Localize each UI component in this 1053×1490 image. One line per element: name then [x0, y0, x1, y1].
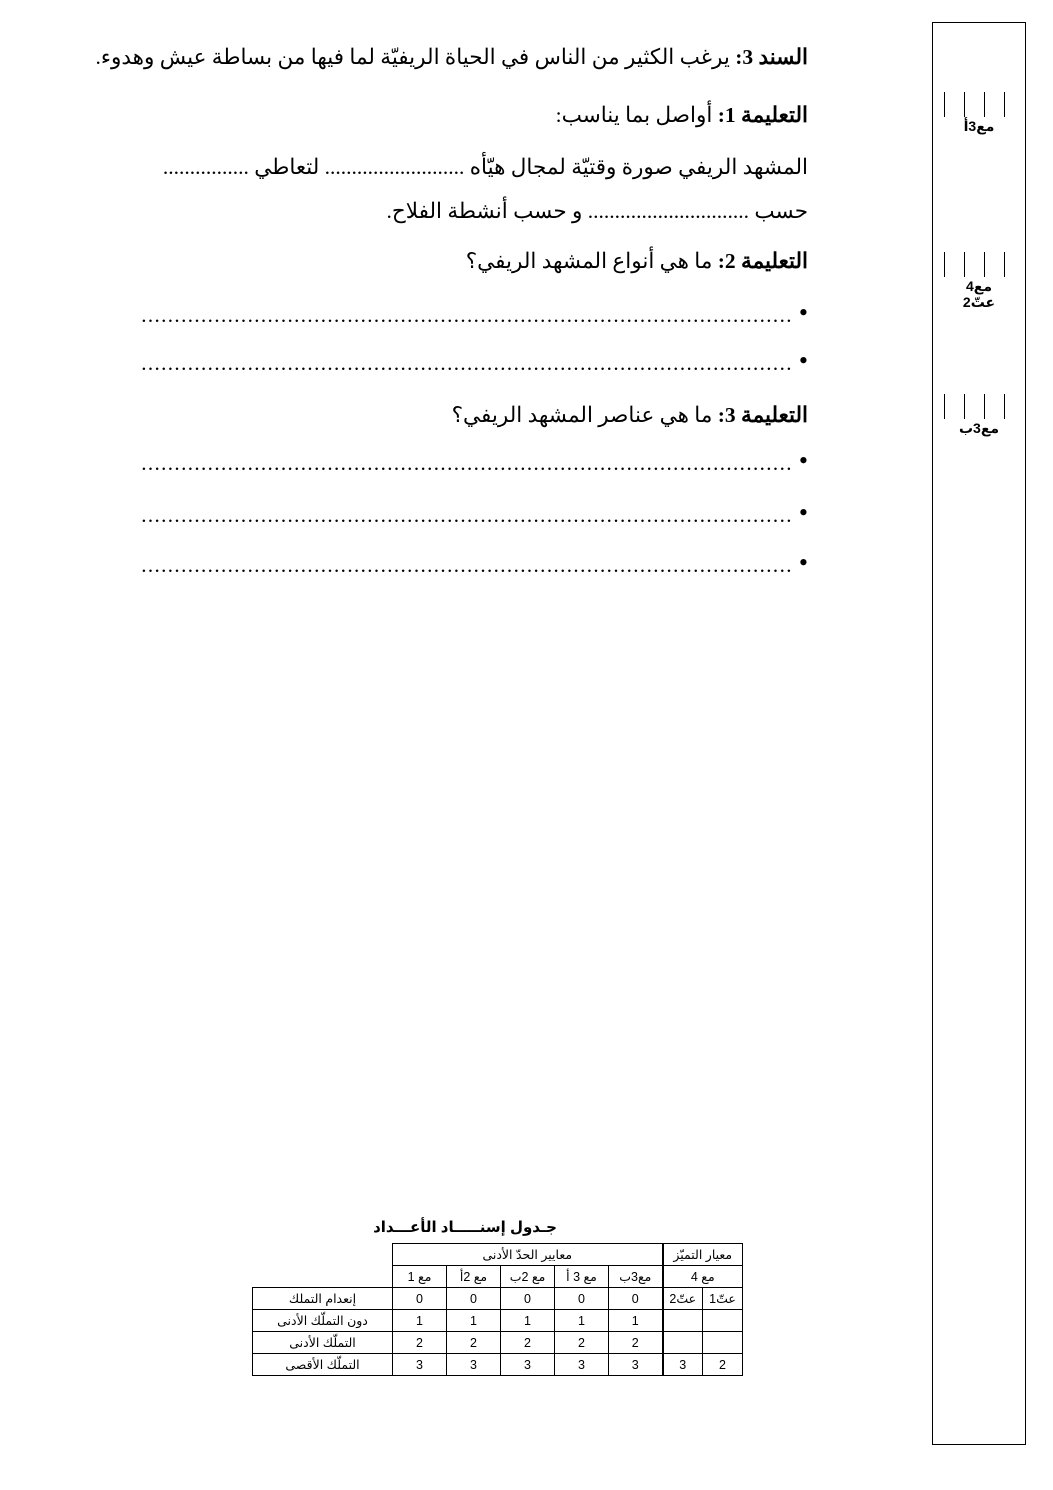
col-header-5: مع 1 — [393, 1266, 447, 1288]
table-row — [253, 1332, 743, 1354]
tally-marks — [938, 393, 1020, 419]
cell-value: 2 — [501, 1332, 555, 1354]
grading-block-2[interactable] — [933, 251, 1025, 312]
criterion-label: دون التملّك الأدنى — [253, 1310, 393, 1332]
source-text: يرغب الكثير من الناس في الحياة الريفيّة لما فيها من بساطة عيش وهدوء. — [95, 45, 730, 69]
fill-line2-blank-1[interactable]: .............................. — [587, 199, 750, 223]
instruction1-fill-line-2[interactable] — [18, 196, 808, 227]
source-label: السند 3: — [735, 45, 808, 69]
cell-value: 3 — [393, 1354, 447, 1376]
score-table — [252, 1243, 743, 1376]
cell-value: 0 — [555, 1288, 609, 1310]
table-row — [253, 1310, 743, 1332]
table-row-group-headers — [253, 1244, 743, 1266]
cell-value: 1 — [393, 1310, 447, 1332]
instruction1-fill-line-1[interactable] — [18, 152, 808, 183]
criterion-label: التملّك الأقصى — [253, 1354, 393, 1376]
grading-block-1[interactable] — [933, 91, 1025, 136]
instruction2-label: التعليمة 2: — [717, 249, 808, 273]
cell-value: 0 — [501, 1288, 555, 1310]
col-header-0: مع 4 — [663, 1266, 743, 1288]
grading-block-2-label-a: مع4 — [965, 278, 993, 294]
cell-value: 3 — [501, 1354, 555, 1376]
empty-corner — [253, 1266, 393, 1288]
instruction3-label: التعليمة 3: — [717, 403, 808, 427]
instruction1-text: أواصل بما يناسب: — [555, 103, 713, 127]
dist-cell — [663, 1310, 703, 1332]
criterion-label: التملّك الأدنى — [253, 1332, 393, 1354]
answer-dots[interactable]: .................................................................................................. — [141, 302, 793, 327]
instruction3-answer-line-3[interactable] — [141, 548, 808, 578]
grading-block-1-label: مع3أ — [963, 118, 995, 134]
cell-value: 1 — [609, 1310, 663, 1332]
table-row — [253, 1288, 743, 1310]
score-table-title: جـدول إسنـــــاد الأعـــداد — [373, 1219, 557, 1236]
dist-cell: 2 — [703, 1354, 743, 1376]
cell-value: 0 — [447, 1288, 501, 1310]
fill-line2-part-b: و حسب أنشطة الفلاح. — [386, 199, 583, 223]
instruction3-text: ما هي عناصر المشهد الريفي؟ — [451, 403, 713, 427]
col-header-2: مع 3 أ — [555, 1266, 609, 1288]
instruction2-heading — [18, 246, 808, 277]
bullet-icon: • — [798, 298, 808, 327]
answer-dots[interactable]: .................................................................................................. — [141, 552, 793, 577]
group-header-distinction: معيار التميّز — [663, 1244, 743, 1266]
dist-cell — [703, 1332, 743, 1354]
fill-line1-blank-1[interactable]: .......................... — [324, 155, 465, 179]
bullet-icon: • — [798, 446, 808, 475]
instruction3-heading — [18, 400, 808, 431]
answer-dots[interactable]: .................................................................................................. — [141, 502, 793, 527]
grading-block-3-label: مع3ب — [958, 420, 1000, 436]
col-header-1: مع3ب — [609, 1266, 663, 1288]
fill-line1-blank-2[interactable]: ................ — [162, 155, 249, 179]
cell-value: 0 — [393, 1288, 447, 1310]
criterion-label: إنعدام التملك — [253, 1288, 393, 1310]
cell-value: 3 — [609, 1354, 663, 1376]
cell-value: 2 — [393, 1332, 447, 1354]
tally-marks — [938, 91, 1020, 117]
bullet-icon: • — [798, 548, 808, 577]
cell-value: 1 — [447, 1310, 501, 1332]
table-row — [253, 1354, 743, 1376]
grading-margin-column — [932, 22, 1026, 1445]
source-paragraph — [18, 42, 808, 73]
cell-value: 2 — [447, 1332, 501, 1354]
answer-dots[interactable]: .................................................................................................. — [141, 450, 793, 475]
grading-block-2-label-b: عتّ2 — [962, 293, 996, 310]
instruction3-answer-line-1[interactable] — [141, 446, 808, 476]
cell-value: 2 — [555, 1332, 609, 1354]
instruction2-text: ما هي أنواع المشهد الريفي؟ — [465, 249, 713, 273]
answer-dots[interactable]: .................................................................................................. — [141, 350, 793, 375]
instruction1-label: التعليمة 1: — [717, 103, 808, 127]
col-header-3: مع 2ب — [501, 1266, 555, 1288]
dist-cell — [703, 1310, 743, 1332]
dist-subheader-1: عتّ2 — [663, 1288, 703, 1310]
cell-value: 0 — [609, 1288, 663, 1310]
instruction1-heading — [18, 100, 808, 131]
cell-value: 3 — [447, 1354, 501, 1376]
bullet-icon: • — [798, 346, 808, 375]
bullet-icon: • — [798, 498, 808, 527]
instruction2-answer-line-1[interactable] — [141, 298, 808, 328]
dist-subheader-0: عتّ1 — [703, 1288, 743, 1310]
cell-value: 3 — [555, 1354, 609, 1376]
fill-line2-part-a: حسب — [754, 199, 808, 223]
instruction2-answer-line-2[interactable] — [141, 346, 808, 376]
dist-cell: 3 — [663, 1354, 703, 1376]
fill-line1-part-a: المشهد الريفي صورة وقتيّة لمجال هيّأه — [469, 155, 808, 179]
cell-value: 1 — [555, 1310, 609, 1332]
empty-corner — [253, 1244, 393, 1266]
col-header-4: مع 2أ — [447, 1266, 501, 1288]
cell-value: 1 — [501, 1310, 555, 1332]
group-header-minimum: معايير الحدّ الأدنى — [393, 1244, 663, 1266]
table-row-column-headers — [253, 1266, 743, 1288]
cell-value: 2 — [609, 1332, 663, 1354]
dist-cell — [663, 1332, 703, 1354]
fill-line1-part-b: لتعاطي — [254, 155, 320, 179]
tally-marks — [938, 251, 1020, 277]
grading-block-3[interactable] — [933, 393, 1025, 438]
instruction3-answer-line-2[interactable] — [141, 498, 808, 528]
